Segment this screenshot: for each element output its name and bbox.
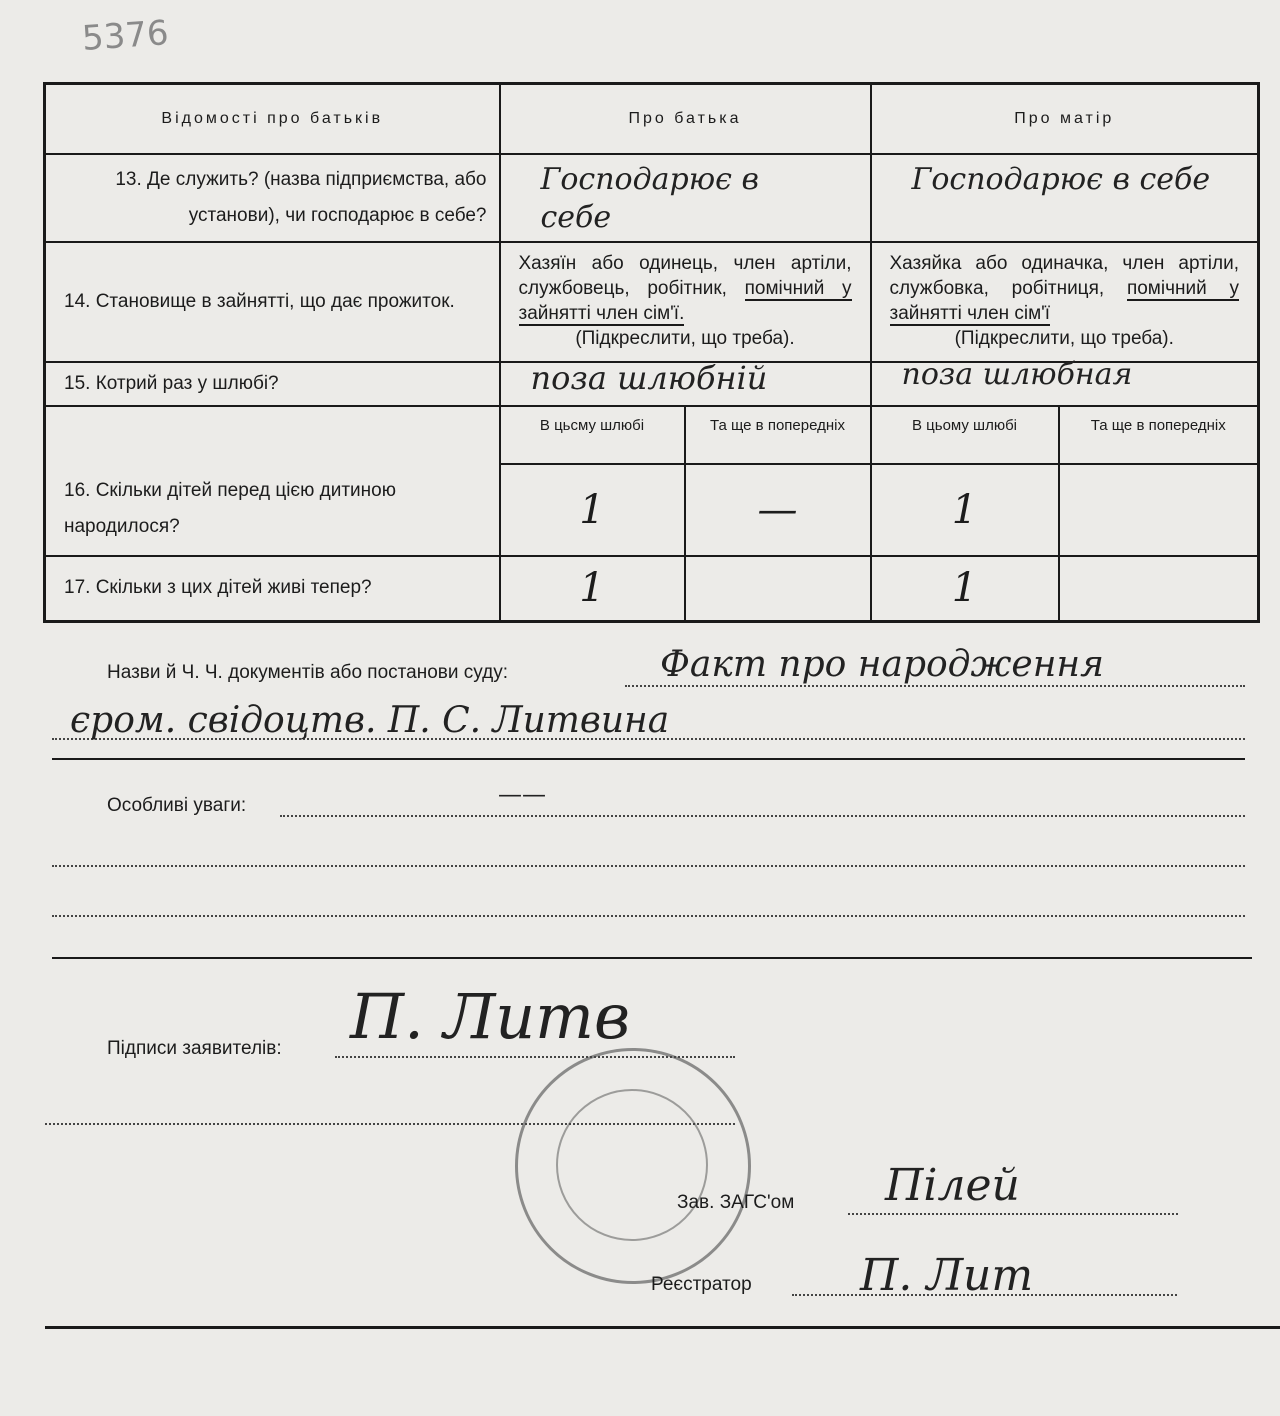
head-of-registry-label: Зав. ЗАГС'ом <box>677 1192 795 1213</box>
q14-mother-hint: (Підкреслити, що треба). <box>954 327 1174 349</box>
header-about-father: Про батька <box>500 84 871 154</box>
q16-father-previous-value: — <box>685 464 871 556</box>
applicants-signature-dotline-2 <box>45 1123 735 1125</box>
documents-handwriting-2: єром. свідоцтв. П. С. Литвина <box>70 700 670 741</box>
notes-label: Особливі уваги: <box>107 795 247 816</box>
notes-rule <box>52 957 1252 959</box>
q15-label: 15. Котрий раз у шлюбі? <box>45 362 500 406</box>
q14-mother-options-text: Хазяйка або одиначка, член артіли, службовка, робітниця, <box>889 252 1240 299</box>
applicants-signature-label: Підписи заявителів: <box>107 1038 282 1059</box>
q17-father-previous-value <box>685 556 871 622</box>
q14-label: 14. Становище в зайнятті, що дає прожиток. <box>45 242 500 362</box>
notes-dotline-1 <box>280 815 1245 817</box>
parents-info-table <box>43 82 1260 623</box>
head-of-registry-signature: Пілей <box>885 1160 1020 1211</box>
official-seal <box>515 1048 751 1284</box>
q13-father-cell <box>500 154 871 242</box>
notes-dotline-2 <box>52 865 1245 867</box>
documents-dotline-1 <box>625 685 1245 687</box>
documents-rule <box>52 758 1245 760</box>
q13-mother-answer: Господарює в себе <box>911 161 1211 197</box>
header-about-mother: Про матір <box>871 84 1259 154</box>
q13-label: 13. Де служить? (назва підприємства, або установи), чи господарює в себе? <box>45 154 500 242</box>
subheader-mother-this-marriage: В цьому шлюбі <box>871 406 1059 464</box>
q14-father-underlined: помічний у зайнятті член сім'ї. <box>518 277 852 324</box>
q14-father-hint: (Підкреслити, що треба). <box>575 327 795 349</box>
q14-father-options-text: Хазяїн або одинець, член артіли, службовець, робітник, <box>518 252 852 299</box>
notes-dash: —— <box>498 780 546 808</box>
documents-handwriting-1: Факт про народження <box>660 644 1104 685</box>
q17-label: 17. Скільки з цих дітей живі тепер? <box>45 556 500 622</box>
bottom-rule <box>45 1326 1280 1329</box>
subheader-father-this-marriage: В цьсму шлюбі <box>500 406 685 464</box>
head-of-registry-dotline <box>848 1213 1178 1215</box>
q14-father-options <box>500 242 871 362</box>
q15-mother-cell <box>871 356 1259 406</box>
q13-mother-cell <box>871 154 1259 242</box>
registrar-label: Реєстратор <box>651 1274 752 1295</box>
applicants-signature: П. Литв <box>350 980 631 1053</box>
q15-mother-answer: поза шлюбная <box>901 356 1133 392</box>
q17-mother-this-value: 1 <box>871 556 1059 622</box>
corner-archive-number: 5376 <box>80 13 170 59</box>
q16-mother-this-value: 1 <box>871 464 1059 556</box>
q14-mother-options <box>871 242 1259 362</box>
subheader-father-previous: Та ще в попередніх <box>685 406 871 464</box>
applicants-signature-dotline <box>335 1056 735 1058</box>
q14-mother-underlined: помічний у зайнятті член сім'ї <box>889 277 1239 324</box>
q16-label: 16. Скільки дітей перед цією дитиною народилося? <box>45 406 500 556</box>
q17-mother-previous-value <box>1059 556 1259 622</box>
q15-father-cell <box>500 358 871 406</box>
q15-father-answer: поза шлюбній <box>530 358 768 397</box>
subheader-mother-previous: Та ще в попередніх <box>1059 406 1259 464</box>
notes-dotline-3 <box>52 915 1245 917</box>
header-parents-info: Відомості про батьків <box>45 84 500 154</box>
documents-label: Назви й Ч. Ч. документів або постанови суду: <box>107 662 508 683</box>
q17-father-this-value: 1 <box>500 556 685 622</box>
registrar-signature: П. Лит <box>860 1250 1034 1301</box>
q13-father-answer: Господарює в себе <box>540 161 759 235</box>
q16-father-this-value: 1 <box>500 464 685 556</box>
q16-mother-previous-value <box>1059 464 1259 556</box>
